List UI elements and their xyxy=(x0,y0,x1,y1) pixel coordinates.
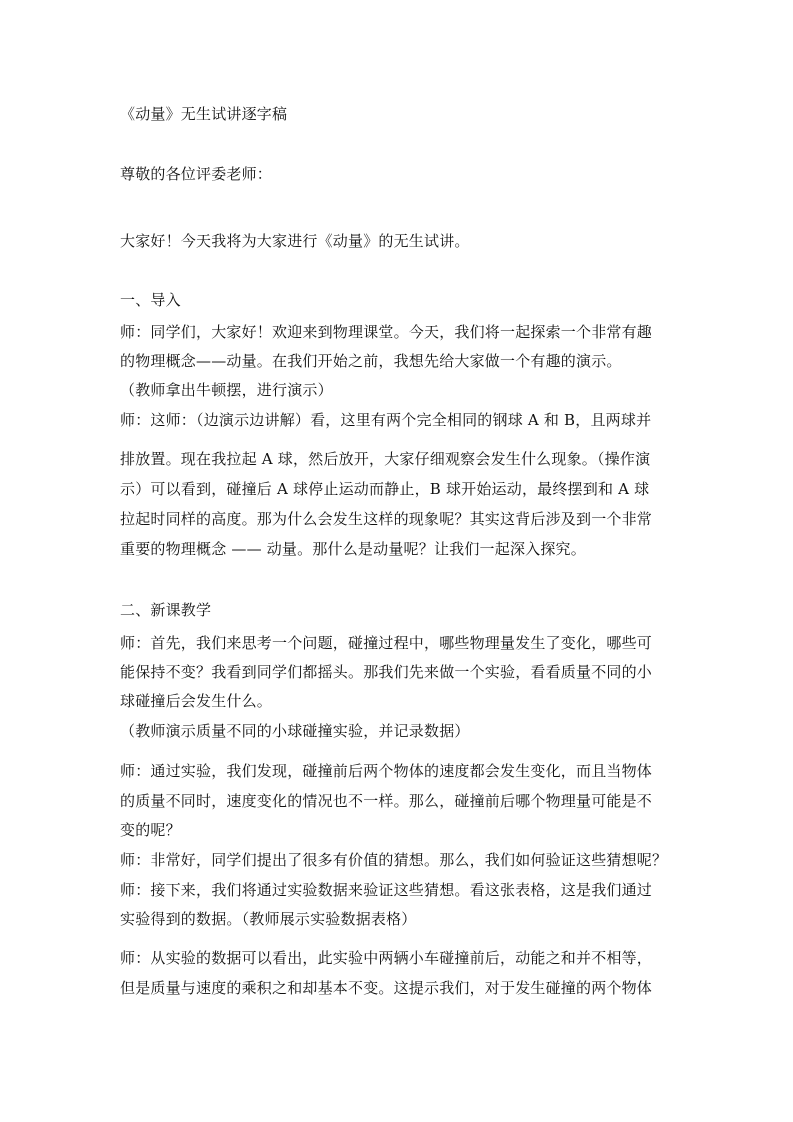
section-heading-intro: 一、导入 xyxy=(120,291,181,309)
paragraph-line: （教师演示质量不同的小球碰撞实验，并记录数据） xyxy=(120,722,470,740)
paragraph-line: 的质量不同时，速度变化的情况也不一样。那么，碰撞前后哪个物理量可能是不 xyxy=(120,792,653,810)
paragraph-line: 能保持不变？我看到同学们都摇头。那我们先来做一个实验，看看质量不同的小 xyxy=(120,663,653,681)
greeting: 尊敬的各位评委老师： xyxy=(120,165,273,183)
paragraph-line: 拉起时同样的高度。那为什么会发生这样的现象呢？其实这背后涉及到一个非常 xyxy=(120,510,653,528)
paragraph-line: 示）可以看到，碰撞后 A 球停止运动而静止，B 球开始运动，最终摆到和 A 球 xyxy=(120,480,650,498)
paragraph-line: 球碰撞后会发生什么。 xyxy=(120,692,273,710)
paragraph-line: 师：接下来，我们将通过实验数据来验证这些猜想。看这张表格，这是我们通过 xyxy=(120,881,653,899)
paragraph-line: 师：首先，我们来思考一个问题，碰撞过程中，哪些物理量发生了变化，哪些可 xyxy=(120,634,653,652)
document-title: 《动量》无生试讲逐字稿 xyxy=(120,105,288,123)
intro-paragraph: 大家好！今天我将为大家进行《动量》的无生试讲。 xyxy=(120,232,470,250)
paragraph-line: 实验得到的数据。（教师展示实验数据表格） xyxy=(120,910,417,928)
paragraph-line: （教师拿出牛顿摆，进行演示） xyxy=(120,381,333,399)
paragraph-line: 重要的物理概念 —— 动量。那什么是动量呢？让我们一起深入探究。 xyxy=(120,540,586,558)
paragraph-line: 变的呢？ xyxy=(120,821,181,839)
paragraph-line: 师：这师：（边演示边讲解）看，这里有两个完全相同的钢球 A 和 B，且两球并 xyxy=(120,411,652,429)
paragraph-line: 排放置。现在我拉起 A 球，然后放开，大家仔细观察会发生什么现象。（操作演 xyxy=(120,450,651,468)
paragraph-line: 师：非常好，同学们提出了很多有价值的猜想。那么，我们如何验证这些猜想呢？ xyxy=(120,851,668,869)
paragraph-line: 但是质量与速度的乘积之和却基本不变。这提示我们，对于发生碰撞的两个物体 xyxy=(120,979,653,997)
section-heading-new-lesson: 二、新课教学 xyxy=(120,601,212,619)
paragraph-line: 师：同学们，大家好！欢迎来到物理课堂。今天，我们将一起探索一个非常有趣 xyxy=(120,323,653,341)
paragraph-line: 师：从实验的数据可以看出，此实验中两辆小车碰撞前后，动能之和并不相等， xyxy=(120,949,653,967)
paragraph-line: 的物理概念——动量。在我们开始之前，我想先给大家做一个有趣的演示。 xyxy=(120,352,622,370)
paragraph-line: 师：通过实验，我们发现，碰撞前后两个物体的速度都会发生变化，而且当物体 xyxy=(120,762,653,780)
